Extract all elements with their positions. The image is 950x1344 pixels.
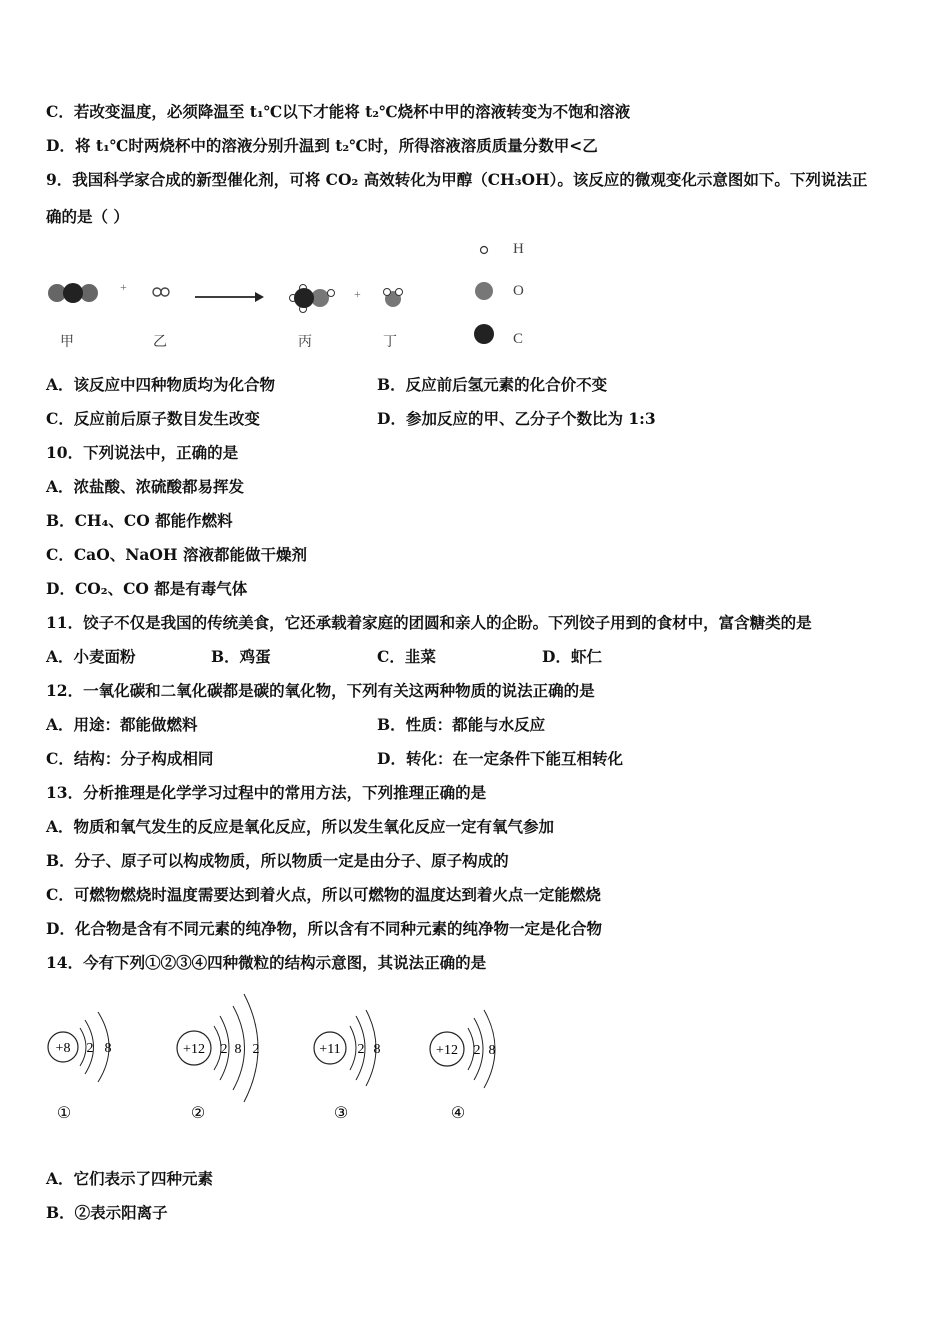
label-bing: 丙 (298, 334, 312, 350)
q13-option-a: A．物质和氧气发生的反应是氧化反应，所以发生氧化反应一定有氧气参加 (46, 817, 555, 836)
q8-option-c: C．若改变温度，必须降温至 t₁℃以下才能将 t₂℃烧杯中甲的溶液转变为不饱和溶液 (46, 102, 631, 121)
legend-label-h: H (513, 241, 524, 257)
legend-o-atom (475, 282, 493, 300)
plus-sign-2: + (354, 287, 361, 301)
particle-3-label: ③ (333, 1105, 349, 1122)
label-yi: 乙 (153, 334, 167, 350)
particle-2 (177, 994, 260, 1102)
q9-stem-line2: 确的是（ ） (46, 207, 129, 226)
particle-1-shell-1: 2 (86, 1041, 94, 1056)
particle-3-shell-1: 2 (357, 1042, 365, 1057)
q13-stem: 13．分析推理是化学学习过程中的常用方法，下列推理正确的是 (46, 783, 487, 802)
atomic-structure-diagrams (40, 990, 520, 1130)
particle-1 (48, 1012, 112, 1082)
q11-option-b: B．鸡蛋 (211, 647, 271, 666)
reaction-arrow (195, 292, 264, 302)
particle-2-label: ② (190, 1105, 206, 1122)
q10-option-c: C．CaO、NaOH 溶液都能做干燥剂 (46, 545, 307, 564)
label-ding: 丁 (383, 334, 397, 350)
q14-stem: 14．今有下列①②③④四种微粒的结构示意图，其说法正确的是 (46, 953, 487, 972)
particle-1-shell-2: 8 (104, 1041, 112, 1056)
q12-option-a: A．用途：都能做燃料 (46, 715, 198, 734)
q9-option-d: D．参加反应的甲、乙分子个数比为 1:3 (377, 409, 656, 428)
legend-label-c: C (513, 331, 524, 347)
q11-option-c: C．韭菜 (377, 647, 436, 666)
q13-option-c: C．可燃物燃烧时温度需要达到着火点，所以可燃物的温度达到着火点一定能燃烧 (46, 885, 601, 904)
particle-2-shell-3: 2 (252, 1042, 260, 1057)
q9-option-c: C．反应前后原子数目发生改变 (46, 409, 260, 428)
q10-option-d: D．CO₂、CO 都是有毒气体 (46, 579, 248, 598)
q9-option-b: B．反应前后氢元素的化合价不变 (377, 375, 608, 394)
q10-option-a: A．浓盐酸、浓硫酸都易挥发 (46, 477, 245, 496)
q11-stem: 11．饺子不仅是我国的传统美食，它还承载着家庭的团圆和亲人的企盼。下列饺子用到的食材中，富含糖类的是 (46, 613, 812, 632)
q12-option-b: B．性质：都能与水反应 (377, 715, 546, 734)
molecule-yi (153, 288, 169, 296)
q11-option-a: A．小麦面粉 (46, 647, 136, 666)
particle-3-shell-2: 8 (373, 1042, 381, 1057)
particle-1-label: ① (56, 1105, 72, 1122)
q12-option-c: C．结构：分子构成相同 (46, 749, 214, 768)
particle-4-shell-1: 2 (473, 1043, 481, 1058)
q8-option-d: D．将 t₁℃时两烧杯中的溶液分别升温到 t₂℃时，所得溶液溶质质量分数甲<乙 (46, 136, 598, 155)
q13-option-d: D．化合物是含有不同元素的纯净物，所以含有不同种元素的纯净物一定是化合物 (46, 919, 602, 938)
q11-option-d: D．虾仁 (542, 647, 602, 666)
q14-option-b: B．②表示阳离子 (46, 1203, 168, 1222)
q12-stem: 12．一氧化碳和二氧化碳都是碳的氧化物，下列有关这两种物质的说法正确的是 (46, 681, 595, 700)
particle-4-nucleus: +12 (436, 1043, 458, 1058)
legend-c-atom (474, 324, 494, 344)
q13-option-b: B．分子、原子可以构成物质，所以物质一定是由分子、原子构成的 (46, 851, 509, 870)
label-jia: 甲 (60, 334, 74, 350)
particle-3 (314, 1010, 381, 1086)
particle-2-nucleus: +12 (183, 1042, 205, 1057)
q10-stem: 10．下列说法中，正确的是 (46, 443, 239, 462)
molecule-bing (290, 285, 335, 313)
legend-h-atom (481, 247, 488, 254)
plus-sign-1: + (120, 280, 127, 294)
q14-option-a: A．它们表示了四种元素 (46, 1169, 214, 1188)
q12-option-d: D．转化：在一定条件下能互相转化 (377, 749, 623, 768)
molecule-ding (384, 289, 403, 308)
particle-1-nucleus: +8 (55, 1041, 71, 1056)
particle-2-shell-1: 2 (220, 1042, 228, 1057)
particle-4-label: ④ (450, 1105, 466, 1122)
legend-label-o: O (513, 283, 524, 299)
particle-4-shell-2: 8 (488, 1043, 496, 1058)
particle-3-nucleus: +11 (319, 1042, 341, 1057)
molecule-jia (48, 283, 98, 303)
particle-2-shell-2: 8 (234, 1042, 242, 1057)
q9-option-a: A．该反应中四种物质均为化合物 (46, 375, 276, 394)
q10-option-b: B．CH₄、CO 都能作燃料 (46, 511, 233, 530)
particle-4 (430, 1010, 496, 1088)
q9-stem-line1: 9．我国科学家合成的新型催化剂，可将 CO₂ 高效转化为甲醇（CH₃OH）。该反应的微观变化示意图如下。下列说法正 (46, 170, 868, 189)
legend-symbols (474, 247, 494, 345)
